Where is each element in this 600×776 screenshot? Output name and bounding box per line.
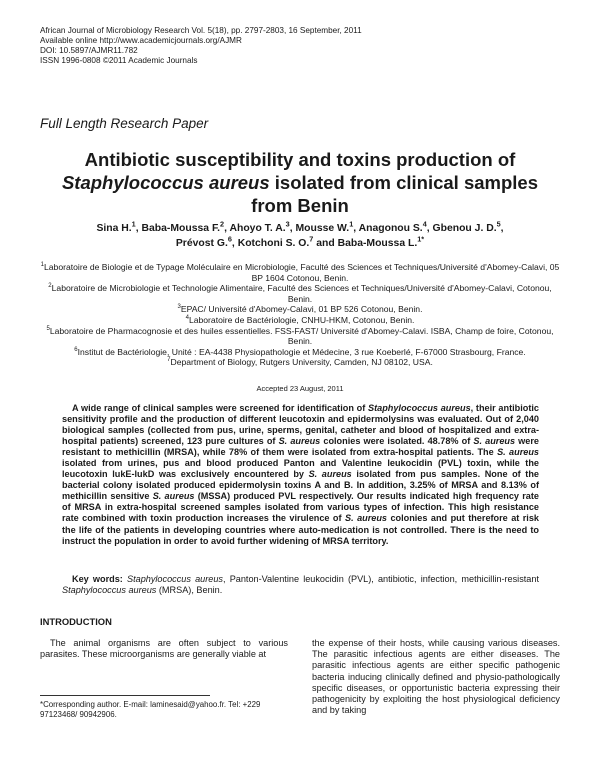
author-affiliation-marker: 2 — [220, 219, 225, 229]
affiliation-text: Institut de Bactériologie, Unité : EA-4438 Physiopathologie et Médecine, 3 rue Koeberlé, F-67000 Strasbourg, France. — [77, 346, 526, 357]
journal-info — [40, 26, 560, 66]
intro-right-column — [312, 638, 560, 716]
author: Baba-Moussa F. — [141, 223, 221, 234]
author-affiliation-marker: 1 — [349, 219, 354, 229]
paper-title — [40, 148, 560, 217]
abstract-text: A wide range of clinical samples were screened for identification of — [72, 403, 368, 413]
abstract — [62, 403, 539, 547]
title-line2: isolated from clinical samples — [269, 172, 539, 193]
affiliations — [40, 262, 560, 368]
author-separator: , — [135, 223, 142, 234]
affiliation-text: Department of Biology, Rutgers University, Camden, NJ 08102, USA. — [170, 357, 433, 368]
affiliation-marker: 7 — [167, 357, 171, 364]
author-separator: , — [500, 223, 504, 234]
affiliation-marker: 3 — [177, 304, 181, 311]
title-line1: Antibiotic susceptibility and toxins production of — [84, 149, 516, 170]
title-line3: from Benin — [251, 195, 349, 216]
keywords — [62, 574, 539, 596]
abstract-text: colonies and put therefore at risk the life of the patients in developing countries where auto-medication is not controlled. There is the need to instruct the population in order to avoid further widening of MRSA territory. — [62, 513, 539, 546]
corresponding-author-footnote: *Corresponding author. E-mail: laminesaid@yahoo.fr. Tel: +229 97123468/ 90942906. — [40, 700, 261, 719]
intro-left-text: The animal organisms are often subject to various parasites. These microorganisms are generally viable at — [40, 638, 288, 660]
author-affiliation-marker: 7 — [309, 234, 314, 244]
introduction-heading: INTRODUCTION — [40, 616, 112, 627]
abstract-text: isolated from pus samples. None of the bacterial colony isolated produced epidermolysin toxins A and B. In addition, 3.25% of MRSA and 8.13% of methicillin sensitive — [62, 469, 539, 502]
author-separator: , — [289, 223, 296, 234]
author-separator: , — [231, 237, 238, 249]
abstract-text: (MSSA) produced PVL respectively. Our results indicated high frequency rate of MRSA in extra-hospital screened samples isolated from various types of infection. This high resistance rate combined with toxin production increases the virulence of — [62, 491, 539, 524]
journal-url: Available online http://www.academicjournals.org/AJMR — [40, 36, 242, 45]
author-affiliation-marker: 1* — [417, 234, 425, 244]
abstract-species: S. aureus — [278, 436, 321, 447]
author-affiliation-marker: 1 — [131, 219, 136, 229]
keywords-label: Key words: — [72, 574, 123, 584]
author-separator: , — [224, 223, 230, 234]
author-separator: , — [426, 223, 433, 234]
journal-doi: DOI: 10.5897/AJMR11.782 — [40, 46, 138, 55]
abstract-species: Staphylococcus aureus — [368, 403, 471, 413]
abstract-species: S. aureus — [308, 469, 352, 480]
author: Prévost G. — [175, 237, 228, 249]
affiliation — [40, 326, 560, 347]
author-separator: and — [313, 237, 338, 249]
intro-right-text: the expense of their hosts, while causing various diseases. The parasitic infectious agents are either diseases. The parasitic infectious agents are either specific pathogenic bacteria inducing clinically defined and physio-pathologically specific diseases, or opportunistic bacteria expressing their pathogenicity by exploiting the host physiological deficiency and by taking — [312, 638, 560, 716]
affiliation-text: EPAC/ Université d'Abomey-Calavi, 01 BP 526 Cotonou, Benin. — [180, 304, 423, 315]
abstract-species: S. aureus — [497, 447, 539, 458]
keyword-species: Staphylococcus aureus — [62, 585, 157, 595]
author-affiliation-marker: 6 — [227, 234, 232, 244]
keywords-text: , Panton-Valentine leukocidin (PVL), antibiotic, infection, methicillin-resistant — [222, 574, 539, 584]
affiliation-text: Laboratoire de Biologie et de Typage Moléculaire en Microbiologie, Faculté des Sciences et Techniques/Université d'Abomey-Calavi, 05 BP 1604 Cotonou, Benin. — [44, 262, 560, 283]
accepted-date: Accepted 23 August, 2011 — [256, 384, 344, 393]
affiliation-marker: 1 — [40, 262, 44, 269]
abstract-species: S. aureus — [345, 513, 387, 524]
abstract-text: colonies were isolated. 48.78% of — [320, 436, 474, 447]
author: Gbenou J. D. — [432, 223, 497, 234]
keywords-text: (MRSA), Benin. — [156, 585, 223, 595]
author: Kotchoni S. O. — [237, 237, 310, 249]
author: Anagonou S. — [358, 223, 423, 234]
author: Ahoyo T. A. — [229, 223, 286, 234]
affiliation — [40, 347, 560, 358]
affiliation — [40, 304, 560, 315]
affiliation — [40, 357, 560, 368]
author: Baba-Moussa L. — [337, 237, 418, 249]
title-species: Staphylococcus aureus — [61, 172, 270, 193]
journal-citation: African Journal of Microbiology Research Vol. 5(18), pp. 2797-2803, 16 September, 2011 — [40, 26, 362, 35]
abstract-text: isolated from urines, pus and blood produced Panton and Valentine leukocidin (PVL) toxin, while the leucotoxin lukE-lukD was exclusively encountered by — [62, 458, 539, 480]
abstract-species: S. aureus — [152, 491, 195, 502]
author: Mousse W. — [295, 223, 350, 234]
intro-left-column — [40, 638, 288, 660]
author: Sina H. — [96, 223, 132, 234]
author-affiliation-marker: 5 — [496, 219, 501, 229]
paper-type: Full Length Research Paper — [40, 116, 209, 131]
affiliation-text: Laboratoire de Microbiologie et Technologie Alimentaire, Faculté des Sciences et Techniques/Université d'Abomey-Calavi, Cotonou, Benin. — [51, 283, 552, 304]
abstract-text: were resistant to methicillin (MRSA), while 78% of them were isolated from extra-hospital patients. The — [62, 436, 539, 458]
affiliation-text: Laboratoire de Bactériologie, CNHU-HKM, Cotonou, Benin. — [188, 314, 415, 325]
author-affiliation-marker: 3 — [285, 219, 290, 229]
author-affiliation-marker: 4 — [422, 219, 427, 229]
abstract-text: , their antibiotic sensitivity profile and the production of different leucotoxin and epidermolysins was evaluated. Out of 2,040 biological samples (collected from pus, urine, sperms, genital, catheter and blood of hospitalized and extra-hospital patients) screened, 123 pure cultures of — [62, 403, 539, 447]
affiliation — [40, 283, 560, 304]
affiliation-text: Laboratoire de Pharmacognosie et des huiles essentielles. FSS-FAST/ Université d'Abomey-Calavi. ISBA, Champ de foire, Cotonou, Benin. — [49, 325, 554, 347]
author-list — [40, 219, 560, 251]
abstract-species: S. aureus — [473, 436, 516, 447]
affiliation-marker: 6 — [74, 346, 78, 353]
affiliation-marker: 4 — [185, 315, 189, 322]
author-separator: , — [353, 223, 359, 234]
affiliation — [40, 315, 560, 326]
journal-issn: ISSN 1996-0808 ©2011 Academic Journals — [40, 56, 198, 65]
affiliation-marker: 5 — [46, 325, 50, 332]
footnote-divider — [40, 695, 210, 696]
affiliation-marker: 2 — [48, 283, 52, 290]
affiliation — [40, 262, 560, 283]
keyword-species: Staphylococcus aureus — [127, 574, 223, 584]
